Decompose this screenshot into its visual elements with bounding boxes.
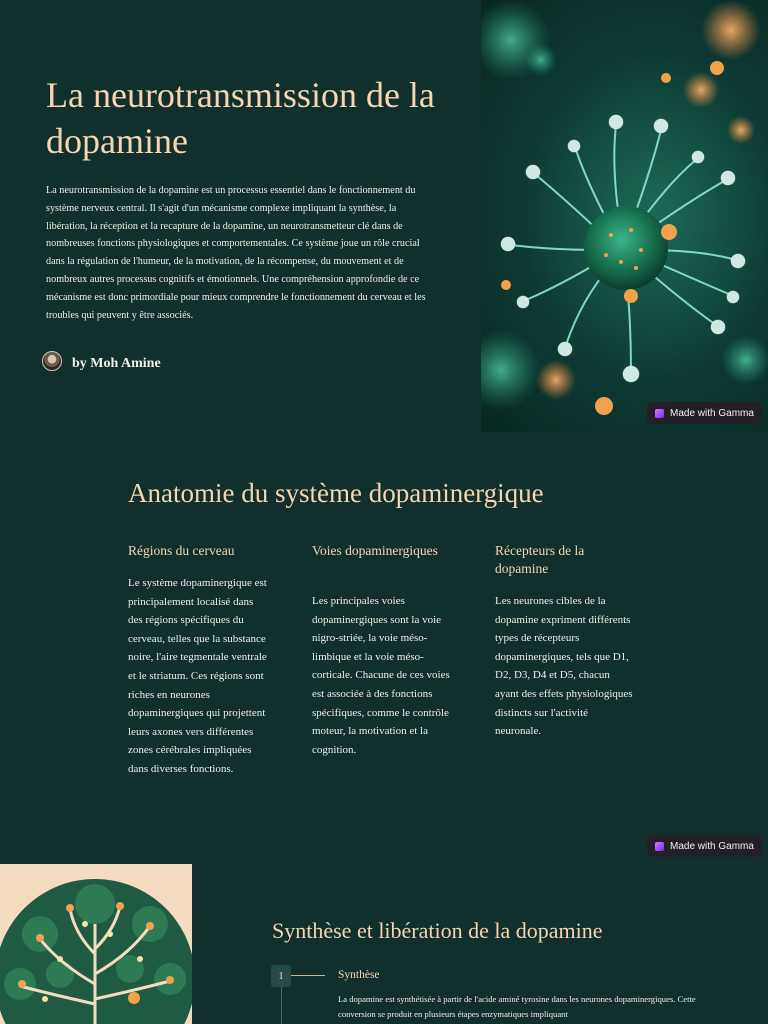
badge-label: Made with Gamma <box>670 840 754 852</box>
tree-illustration <box>0 864 192 1024</box>
made-with-gamma-badge[interactable] <box>647 835 762 857</box>
hero-description: La neurotransmission de la dopamine est un processus essentiel dans le fonctionnement du système nerveux central. Il s'agit d'un mécanisme complexe impliquant la synthèse, la libération, la réception et la recapture de la dopamine, un neurotransmetteur clé dans de nombreuses fonctions physiologiques et comportementales. Ce système joue un rôle crucial dans la régulation de l'humeur, de la motivation, de la récompense, du mouvement et de nombreux autres processus cognitifs et émotionnels. Une compréhension approfondie de ce mécanisme est donc primordiale pour mieux comprendre le fonctionnement du cerveau et les troubles qui peuvent y être associés. <box>46 185 426 321</box>
column-text: Les principales voies dopaminergiques sont la voie nigro-striée, la voie méso-limbique et la voie méso-corticale. Chacune de ces voies est associée à des fonctions spécifiques, comme le contrôle moteur, la motivation et la cognition. <box>312 595 450 756</box>
author-name: by Moh Amine <box>72 356 161 371</box>
column-text: Le système dopaminergique est principalement localisé dans des régions spécifiques du cerveau, telles que la substance noire, l'aire tegmentale ventrale et le striatum. Ces régions sont riches en neurones dopaminergiques qui projettent leurs axones vers différentes zones cérébrales impliquées dans diverses fonctions. <box>128 577 267 775</box>
column-text: Les neurones cibles de la dopamine expriment différents types de récepteurs dopaminergiques, tels que D1, D2, D3, D4 et D5, chacun ayant des effets physiologiques distincts sur l'activité neuronale. <box>495 595 633 738</box>
page-title: La neurotransmission de la dopamine <box>46 75 435 161</box>
timeline-line <box>281 987 282 1024</box>
author <box>42 350 161 372</box>
neuron-image <box>481 0 768 432</box>
anatomy-column-receptors <box>495 542 635 741</box>
step-title: Synthèse <box>338 969 380 981</box>
made-with-gamma-badge[interactable] <box>647 402 762 424</box>
gamma-logo-icon <box>655 409 664 418</box>
step-text: La dopamine est synthétisée à partir de l'acide aminé tyrosine dans les neurones dopaminergiques. Cette conversion se produit en plusieurs étapes enzymatiques impliquant <box>338 994 696 1019</box>
anatomy-column-regions <box>128 542 268 779</box>
step-number: 1 <box>271 965 291 987</box>
neuron-illustration <box>481 0 768 432</box>
synthesis-title: Synthèse et libération de la dopamine <box>272 918 603 943</box>
hero-section <box>0 0 768 432</box>
column-heading: Voies dopaminergiques <box>312 543 438 558</box>
badge-label: Made with Gamma <box>670 407 754 419</box>
column-heading: Régions du cerveau <box>128 543 235 558</box>
anatomy-column-pathways <box>312 542 452 759</box>
step-connector <box>291 975 325 976</box>
column-heading: Récepteurs de la dopamine <box>495 543 585 576</box>
anatomy-title: Anatomie du système dopaminergique <box>128 478 544 508</box>
avatar <box>42 351 62 371</box>
tree-image <box>0 864 192 1024</box>
gamma-logo-icon <box>655 842 664 851</box>
